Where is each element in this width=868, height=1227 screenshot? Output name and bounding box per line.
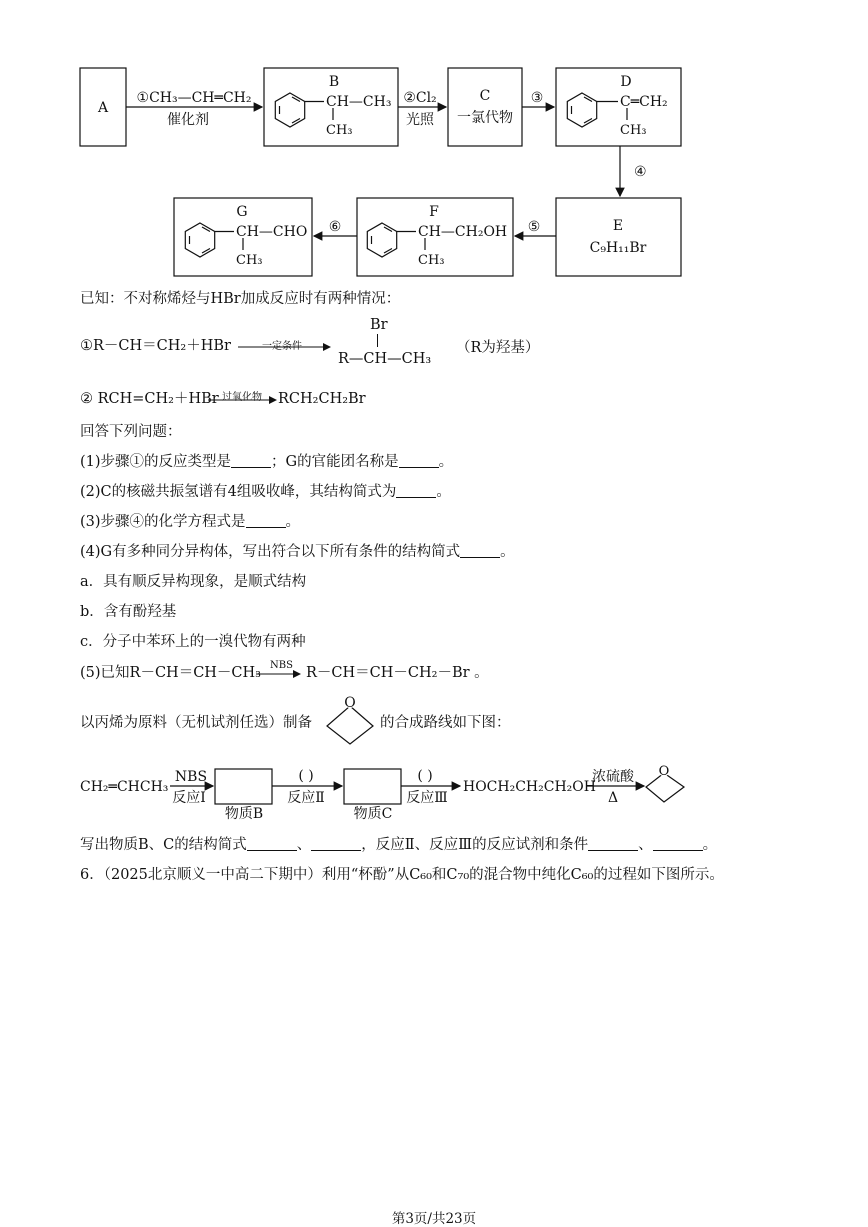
label-e: E [612,218,624,234]
benzene-ring-d [567,93,618,127]
f-methyl: CH₃ [418,253,445,268]
step3-label: ③ [530,90,544,106]
material-c-box [344,769,401,804]
q5-line2a: 以丙烯为原料（无机试剂任选）制备 [80,715,312,731]
question-5-left: (5)已知R－CH＝CH－CH₃ [80,665,261,681]
benzene-ring-b [275,93,324,127]
question-4: (4)G有多种同分异构体，写出符合以下所有条件的结构简式 。 [80,544,515,560]
answer-blank[interactable] [246,513,286,528]
step1-reagent: ①CH₃—CH═CH₂ [136,90,252,106]
route-step3-top: ( ) [417,768,433,784]
b-chain: CH—CH₃ [326,94,392,110]
route-step3-bottom: 反应Ⅲ [406,790,448,806]
f-chain: CH—CH₂OH [418,224,508,240]
q5-condition: NBS [270,660,293,671]
answer-blank[interactable] [231,453,271,468]
step4-label: ④ [634,164,647,180]
label-c: C [479,88,491,104]
known-intro: 已知：不对称烯烃与HBr加成反应时有两种情况： [80,291,401,307]
oxetane-structure [324,694,376,750]
route-diol: HOCH₂CH₂CH₂OH [463,779,596,795]
box-c [448,68,522,146]
label-b: B [328,74,340,90]
route-step2-bottom: 反应Ⅱ [287,790,325,806]
question-5-right: R－CH＝CH－CH₂－Br 。 [306,665,489,681]
step6-label: ⑥ [328,219,342,235]
d-chain: C═CH₂ [620,94,668,110]
write-question: 写出物质B、C的结构简式 、 ，反应Ⅱ、反应Ⅲ的反应试剂和条件 、 。 [80,837,718,853]
e-formula: C₉H₁₁Br [589,240,647,256]
material-b-box [215,769,272,804]
g-methyl: CH₃ [236,253,263,268]
b-methyl: CH₃ [326,123,353,138]
known-r1-bond [377,334,378,347]
page-footer: 第3页/共23页 [391,1211,477,1227]
route-scheme [0,756,868,832]
benzene-ring-f [367,223,416,257]
question-6: 6．（2025北京顺义一中高二下期中）利用“杯酚”从C₆₀和C₇₀的混合物中纯化C₆₀的过程如下图所示。 [80,867,724,883]
known-r1-product: R—CH—CH₃ [338,351,432,367]
questions-intro: 回答下列问题： [80,424,182,440]
step5-label: ⑤ [527,219,541,235]
question-2: (2)C的核磁共振氢谱有4组吸收峰，其结构简式为 。 [80,484,451,500]
known-r2-condition: 过氧化物 [222,392,262,403]
known-r2-product: RCH₂CH₂Br [278,391,366,407]
label-f: F [429,204,439,220]
label-a: A [97,100,109,116]
condition-a: a．具有顺反异构现象，是顺式结构 [80,574,307,590]
route-material-b: 物质B [224,806,264,822]
answer-blank[interactable] [588,836,638,851]
question-3: (3)步骤④的化学方程式是 。 [80,514,301,530]
synthesis-scheme [0,0,868,290]
g-chain: CH—CHO [236,224,308,240]
route-step4-top: 浓硫酸 [592,769,634,785]
condition-c: c．分子中苯环上的一溴代物有两种 [80,634,306,650]
answer-blank[interactable] [460,543,500,558]
known-r2-left: ② RCH=CH₂＋HBr [80,391,219,407]
answer-blank[interactable] [399,453,439,468]
step2-condition: 光照 [406,112,434,128]
answer-blank[interactable] [247,836,297,851]
known-r1-br: Br [370,317,388,333]
route-start: CH₂═CHCH₃ [80,779,169,795]
route-step2-top: ( ) [298,768,314,784]
box-e [556,198,681,276]
step1-condition: 催化剂 [167,112,209,128]
q5-line2b: 的合成路线如下图： [380,715,511,731]
step2-reagent: ②Cl₂ [403,90,437,106]
label-d: D [620,74,632,90]
label-g: G [236,204,248,220]
benzene-ring-g [185,223,234,257]
svg-text:O: O [658,764,670,779]
d-methyl: CH₃ [620,123,647,138]
route-step1-top: NBS [174,769,208,785]
condition-b: b．含有酚羟基 [80,604,177,620]
known-r1-left: ①R－CH＝CH₂＋HBr [80,338,231,354]
c-text: 一氯代物 [457,110,513,126]
route-step1-bottom: 反应Ⅰ [172,790,206,806]
known-r1-note: （R为羟基） [456,340,540,356]
answer-blank[interactable] [311,836,361,851]
svg-text:O: O [344,695,356,711]
answer-blank[interactable] [653,836,703,851]
known-r1-condition: 一定条件 [262,341,302,352]
question-1: (1)步骤①的反应类型是 ；G的官能团名称是 。 [80,454,454,470]
route-material-c: 物质C [353,806,393,822]
route-step4-bottom: Δ [607,790,619,806]
answer-blank[interactable] [396,483,436,498]
